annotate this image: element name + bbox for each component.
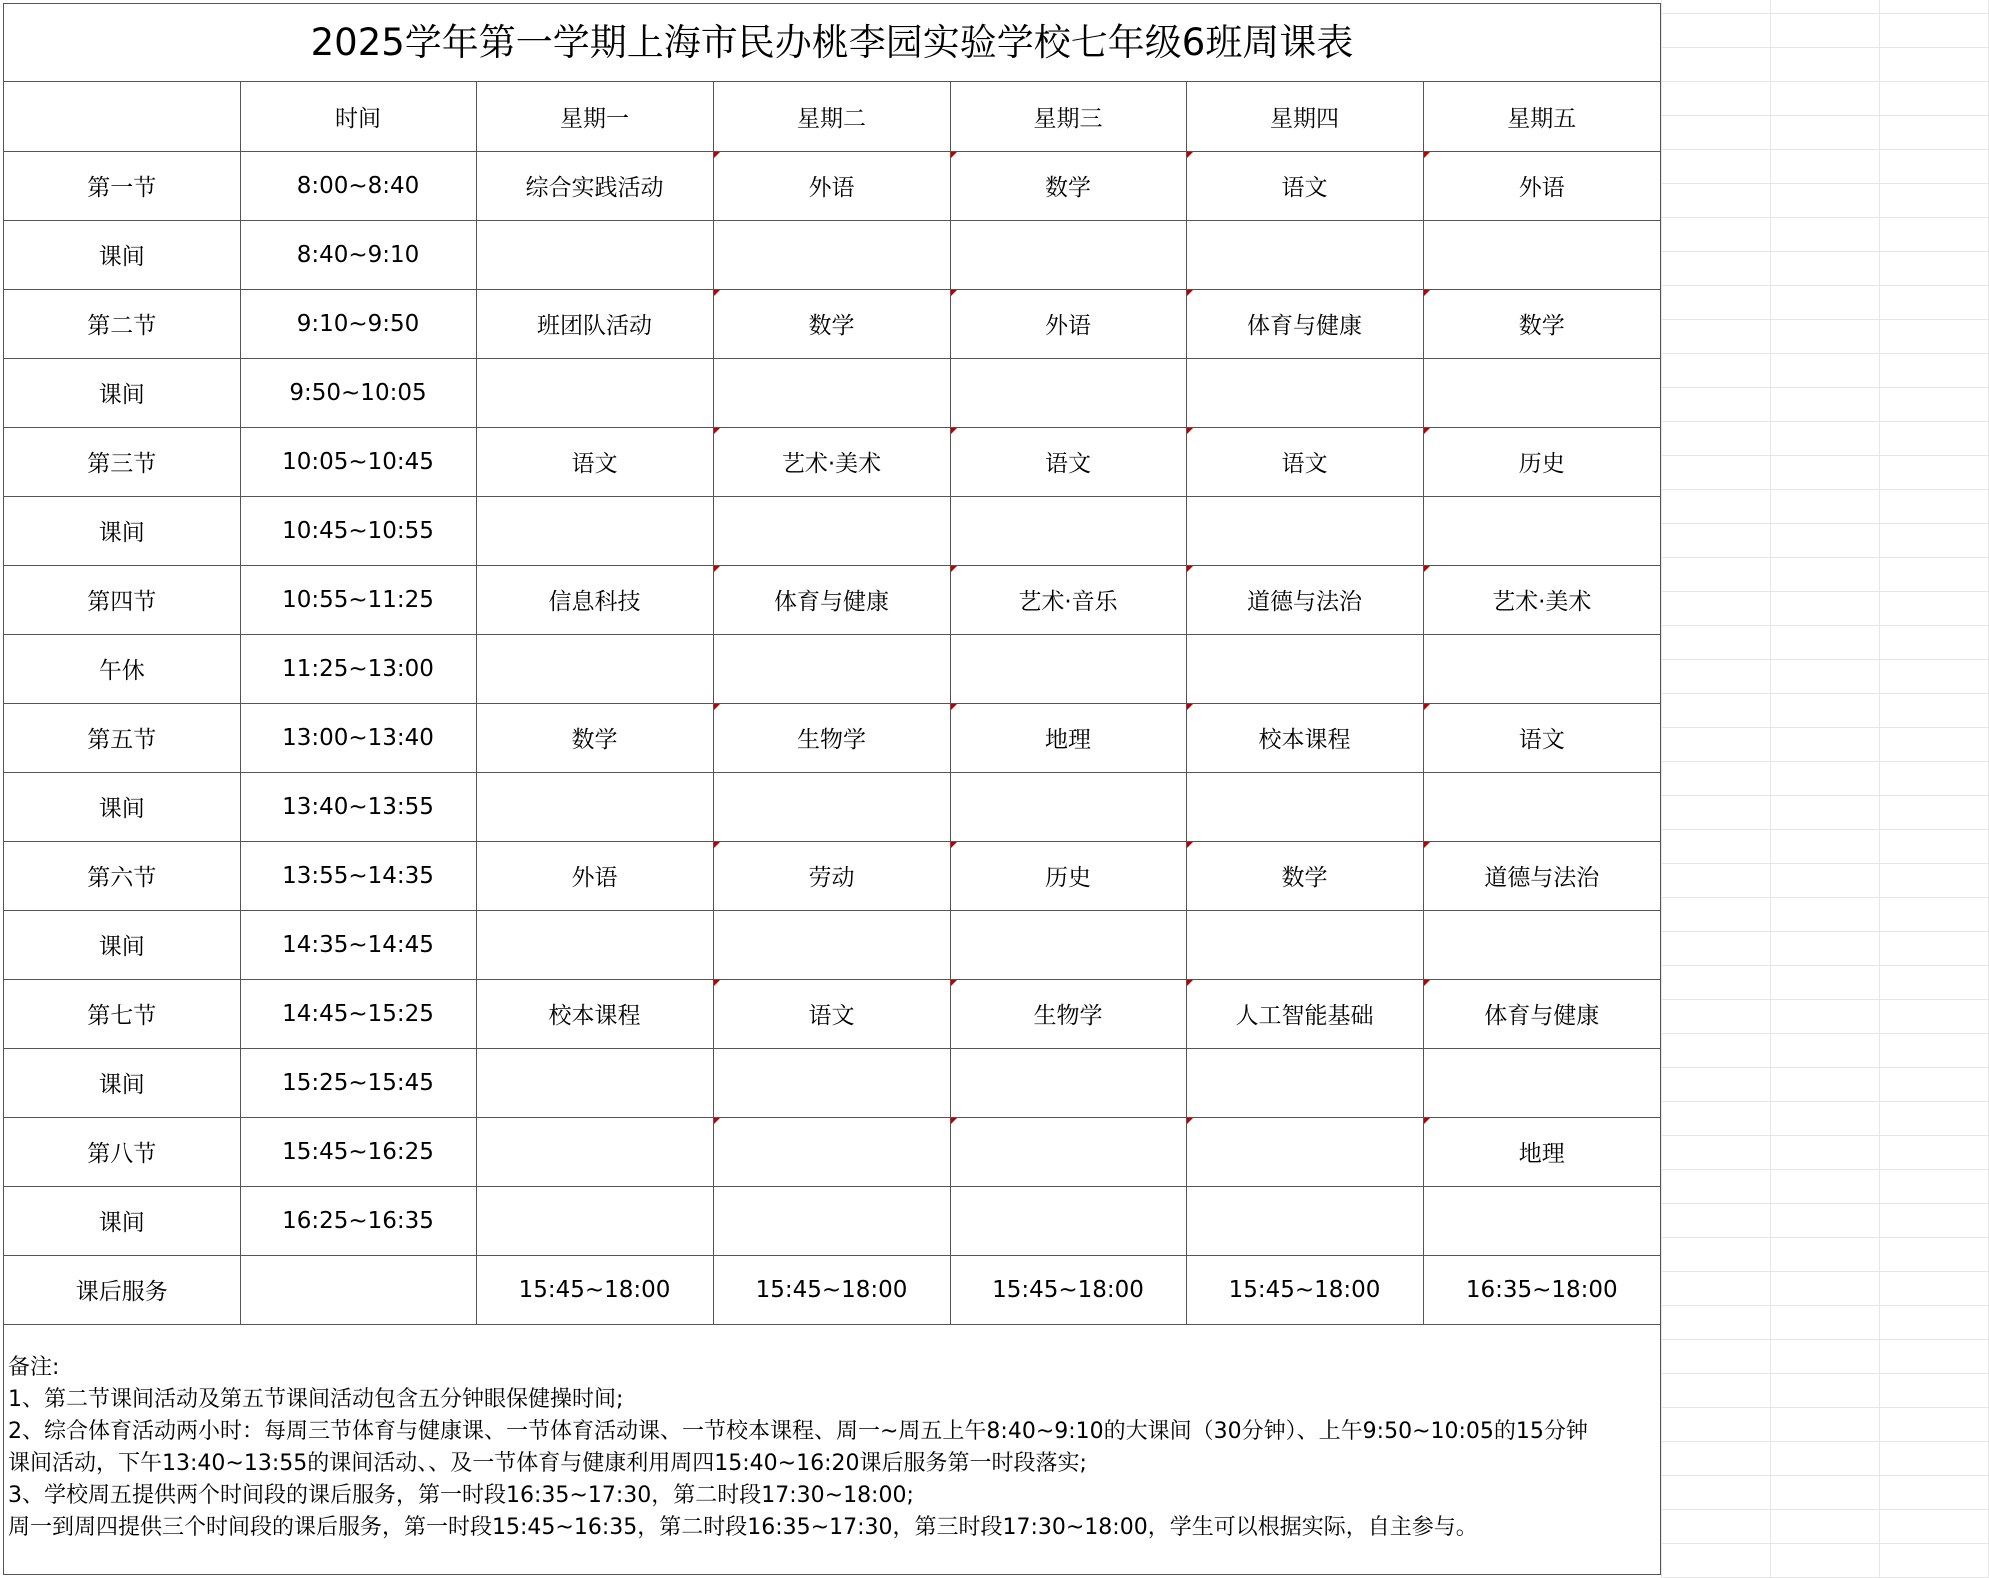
subject-cell[interactable] [476, 220, 713, 289]
timetable-row [4, 772, 1660, 841]
subject-cell[interactable]: 外语 [476, 841, 713, 910]
subject-cell[interactable] [1423, 1186, 1660, 1255]
time-cell[interactable]: 10:55~11:25 [240, 565, 476, 634]
note-line: 课间活动，下午13:40~13:55的课间活动、、及一节体育与健康利用周四15:40~16:20课后服务第一时段落实; [8, 1451, 1087, 1476]
time-cell[interactable]: 8:00~8:40 [240, 151, 476, 220]
subject-cell[interactable]: 信息科技 [476, 565, 713, 634]
timetable-row [4, 427, 1660, 496]
note-line: 备注: [8, 1355, 60, 1380]
note-line: 3、学校周五提供两个时间段的课后服务，第一时段16:35~17:30，第二时段17:30~18:00; [8, 1483, 914, 1508]
timetable-title: 2025学年第一学期上海市民办桃李园实验学校七年级6班周课表 [4, 4, 1660, 82]
subject-cell[interactable]: 地理 [950, 703, 1186, 772]
time-cell[interactable] [240, 1255, 476, 1324]
note-line: 周一到周四提供三个时间段的课后服务，第一时段15:45~16:35，第二时段16:35~17:30，第三时段17:30~18:00，学生可以根据实际，自主参与。 [8, 1515, 1478, 1540]
subject-cell[interactable] [713, 772, 950, 841]
period-label-cell[interactable]: 第六节 [4, 841, 240, 910]
time-cell[interactable]: 14:45~15:25 [240, 979, 476, 1048]
period-label-cell[interactable]: 课间 [4, 910, 240, 979]
subject-cell[interactable] [713, 358, 950, 427]
subject-cell[interactable]: 数学 [713, 289, 950, 358]
subject-cell[interactable] [1186, 1048, 1423, 1117]
period-label-cell[interactable]: 课间 [4, 772, 240, 841]
subject-cell[interactable] [1423, 220, 1660, 289]
timetable [4, 82, 1660, 1325]
subject-cell[interactable] [1423, 910, 1660, 979]
subject-cell[interactable]: 数学 [476, 703, 713, 772]
subject-cell[interactable] [713, 1117, 950, 1186]
time-cell[interactable]: 15:45~16:25 [240, 1117, 476, 1186]
subject-cell[interactable]: 16:35~18:00 [1423, 1255, 1660, 1324]
subject-cell[interactable] [713, 1186, 950, 1255]
timetable-row [4, 841, 1660, 910]
time-cell[interactable]: 13:00~13:40 [240, 703, 476, 772]
subject-cell[interactable]: 语文 [1186, 151, 1423, 220]
subject-cell[interactable] [1186, 910, 1423, 979]
time-cell[interactable]: 10:05~10:45 [240, 427, 476, 496]
notes-section [4, 1352, 1660, 1544]
period-label-cell[interactable]: 第五节 [4, 703, 240, 772]
subject-cell[interactable] [1186, 1117, 1423, 1186]
subject-cell[interactable]: 道德与法治 [1186, 565, 1423, 634]
subject-cell[interactable] [1186, 358, 1423, 427]
subject-cell[interactable]: 历史 [950, 841, 1186, 910]
subject-cell[interactable] [1186, 634, 1423, 703]
subject-cell[interactable] [476, 358, 713, 427]
time-cell[interactable]: 9:50~10:05 [240, 358, 476, 427]
subject-cell[interactable] [476, 496, 713, 565]
timetable-row [4, 1186, 1660, 1255]
subject-cell[interactable] [476, 910, 713, 979]
time-cell[interactable]: 8:40~9:10 [240, 220, 476, 289]
subject-cell[interactable]: 15:45~18:00 [950, 1255, 1186, 1324]
subject-cell[interactable] [713, 1048, 950, 1117]
subject-cell[interactable] [950, 772, 1186, 841]
header-day-cell[interactable]: 星期五 [1423, 82, 1660, 151]
subject-cell[interactable] [950, 1186, 1186, 1255]
subject-cell[interactable]: 语文 [950, 427, 1186, 496]
subject-cell[interactable]: 语文 [713, 979, 950, 1048]
timetable-row [4, 565, 1660, 634]
subject-cell[interactable]: 数学 [1423, 289, 1660, 358]
subject-cell[interactable] [713, 220, 950, 289]
subject-cell[interactable] [476, 1186, 713, 1255]
time-cell[interactable]: 9:10~9:50 [240, 289, 476, 358]
subject-cell[interactable] [950, 910, 1186, 979]
subject-cell[interactable]: 班团队活动 [476, 289, 713, 358]
timetable-row [4, 151, 1660, 220]
subject-cell[interactable] [950, 634, 1186, 703]
subject-cell[interactable]: 体育与健康 [713, 565, 950, 634]
timetable-sheet [3, 3, 1661, 1575]
period-label-cell[interactable]: 第一节 [4, 151, 240, 220]
subject-cell[interactable] [1423, 358, 1660, 427]
timetable-row [4, 979, 1660, 1048]
subject-cell[interactable]: 15:45~18:00 [476, 1255, 713, 1324]
subject-cell[interactable] [1186, 1186, 1423, 1255]
period-label-cell[interactable]: 第二节 [4, 289, 240, 358]
period-label-cell[interactable]: 课间 [4, 220, 240, 289]
subject-cell[interactable]: 道德与法治 [1423, 841, 1660, 910]
subject-cell[interactable]: 15:45~18:00 [713, 1255, 950, 1324]
subject-cell[interactable]: 语文 [1423, 703, 1660, 772]
subject-cell[interactable]: 历史 [1423, 427, 1660, 496]
timetable-row [4, 634, 1660, 703]
subject-cell[interactable] [1423, 496, 1660, 565]
time-cell[interactable]: 11:25~13:00 [240, 634, 476, 703]
subject-cell[interactable] [1423, 772, 1660, 841]
period-label-cell[interactable]: 午休 [4, 634, 240, 703]
subject-cell[interactable] [1186, 496, 1423, 565]
header-day-cell[interactable]: 星期二 [713, 82, 950, 151]
timetable-row [4, 289, 1660, 358]
subject-cell[interactable] [1186, 220, 1423, 289]
subject-cell[interactable]: 数学 [1186, 841, 1423, 910]
subject-cell[interactable]: 艺术·美术 [1423, 565, 1660, 634]
subject-cell[interactable] [713, 634, 950, 703]
period-label-cell[interactable]: 第四节 [4, 565, 240, 634]
subject-cell[interactable] [1423, 634, 1660, 703]
spreadsheet-background-grid [1661, 0, 1989, 1578]
period-label-cell[interactable]: 课间 [4, 1048, 240, 1117]
subject-cell[interactable]: 人工智能基础 [1186, 979, 1423, 1048]
period-label-cell[interactable]: 课后服务 [4, 1255, 240, 1324]
subject-cell[interactable] [476, 634, 713, 703]
header-time-cell[interactable]: 时间 [240, 82, 476, 151]
subject-cell[interactable] [950, 1048, 1186, 1117]
subject-cell[interactable] [1423, 1048, 1660, 1117]
header-day-cell[interactable]: 星期一 [476, 82, 713, 151]
subject-cell[interactable]: 校本课程 [1186, 703, 1423, 772]
subject-cell[interactable]: 艺术·音乐 [950, 565, 1186, 634]
timetable-row [4, 358, 1660, 427]
subject-cell[interactable]: 生物学 [950, 979, 1186, 1048]
subject-cell[interactable]: 生物学 [713, 703, 950, 772]
subject-cell[interactable]: 15:45~18:00 [1186, 1255, 1423, 1324]
timetable-row [4, 910, 1660, 979]
time-cell[interactable]: 16:25~16:35 [240, 1186, 476, 1255]
subject-cell[interactable] [476, 1117, 713, 1186]
subject-cell[interactable] [950, 1117, 1186, 1186]
period-label-cell[interactable]: 课间 [4, 358, 240, 427]
time-cell[interactable]: 14:35~14:45 [240, 910, 476, 979]
period-label-cell[interactable]: 第七节 [4, 979, 240, 1048]
time-cell[interactable]: 13:55~14:35 [240, 841, 476, 910]
header-day-cell[interactable]: 星期三 [950, 82, 1186, 151]
subject-cell[interactable]: 语文 [476, 427, 713, 496]
subject-cell[interactable]: 体育与健康 [1423, 979, 1660, 1048]
subject-cell[interactable]: 外语 [713, 151, 950, 220]
subject-cell[interactable]: 体育与健康 [1186, 289, 1423, 358]
subject-cell[interactable] [950, 358, 1186, 427]
header-row [4, 82, 1660, 151]
time-cell[interactable]: 10:45~10:55 [240, 496, 476, 565]
time-cell[interactable]: 13:40~13:55 [240, 772, 476, 841]
period-label-cell[interactable]: 第八节 [4, 1117, 240, 1186]
subject-cell[interactable] [1186, 772, 1423, 841]
subject-cell[interactable] [476, 772, 713, 841]
subject-cell[interactable] [713, 910, 950, 979]
time-cell[interactable]: 15:25~15:45 [240, 1048, 476, 1117]
header-corner-cell[interactable] [4, 82, 240, 151]
subject-cell[interactable]: 语文 [1186, 427, 1423, 496]
timetable-row [4, 703, 1660, 772]
subject-cell[interactable]: 外语 [1423, 151, 1660, 220]
subject-cell[interactable]: 数学 [950, 151, 1186, 220]
subject-cell[interactable] [713, 496, 950, 565]
subject-cell[interactable]: 综合实践活动 [476, 151, 713, 220]
subject-cell[interactable]: 艺术·美术 [713, 427, 950, 496]
note-line: 1、第二节课间活动及第五节课间活动包含五分钟眼保健操时间; [8, 1387, 624, 1412]
subject-cell[interactable]: 劳动 [713, 841, 950, 910]
period-label-cell[interactable]: 第三节 [4, 427, 240, 496]
header-day-cell[interactable]: 星期四 [1186, 82, 1423, 151]
subject-cell[interactable] [950, 220, 1186, 289]
subject-cell[interactable] [950, 496, 1186, 565]
period-label-cell[interactable]: 课间 [4, 496, 240, 565]
subject-cell[interactable] [476, 1048, 713, 1117]
subject-cell[interactable]: 地理 [1423, 1117, 1660, 1186]
timetable-row [4, 220, 1660, 289]
timetable-row [4, 1255, 1660, 1324]
note-line: 2、综合体育活动两小时：每周三节体育与健康课、一节体育活动课、一节校本课程、周一~周五上午8:40~9:10的大课间（30分钟）、上午9:50~10:05的15分钟 [8, 1419, 1588, 1444]
subject-cell[interactable]: 校本课程 [476, 979, 713, 1048]
timetable-row [4, 1117, 1660, 1186]
period-label-cell[interactable]: 课间 [4, 1186, 240, 1255]
timetable-row [4, 1048, 1660, 1117]
timetable-row [4, 496, 1660, 565]
subject-cell[interactable]: 外语 [950, 289, 1186, 358]
